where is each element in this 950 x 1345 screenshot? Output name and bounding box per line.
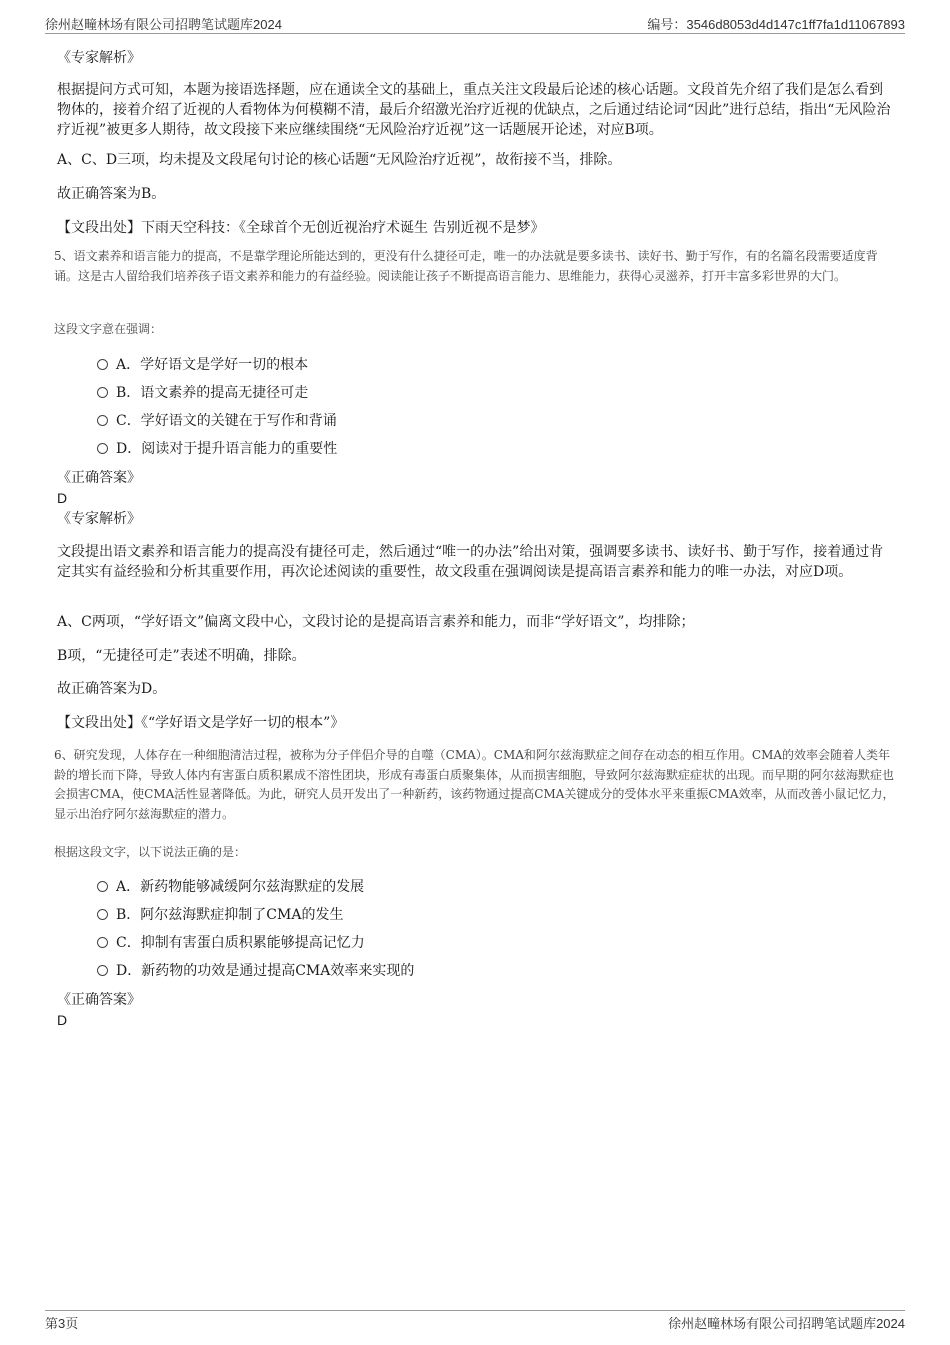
radio-icon[interactable] [97,443,108,454]
q6-option-d[interactable]: D．新药物的功效是通过提高CMA效率来实现的 [97,961,414,981]
footer-title: 徐州赵疃林场有限公司招聘笔试题库2024 [668,1316,905,1331]
page-number: 第3页 [45,1316,79,1331]
conclusion-text: 故正确答案为B。 [57,186,166,202]
q5-option-d[interactable]: D．阅读对于提升语言能力的重要性 [97,439,337,459]
header-rule [45,33,905,34]
question-6-stem: 6、研究发现，人体存在一种细胞清洁过程，被称为分子伴侣介导的自噬（CMA）。CMA和阿尔兹海默症之间存在动态的相互作用。CMA的效率会随着人类年龄的增长而下降，导致人体内有害蛋白质积累成不溶性团块，形成有毒蛋白质聚集体，从而损害细胞，导致阿尔兹海默症症状的出现。而早期的阿尔兹海默症也会损害CMA，使CMA活性显著降低。为此，研究人员开发出了一种新药，该药物通过提高CMA关键成分的受体水平来重振CMA效率，从而改善小鼠记忆力，显示出治疗阿尔兹海默症的潜力。 [54,748,895,821]
radio-icon[interactable] [97,415,108,426]
q5-option-c[interactable]: C．学好语文的关键在于写作和背诵 [97,411,337,431]
question-5-prompt: 这段文字意在强调： [54,322,163,336]
radio-icon[interactable] [97,937,108,948]
q6-option-a[interactable]: A．新药物能够减缓阿尔兹海默症的发展 [97,877,364,897]
q6-answer-label: 《正确答案》 [57,992,141,1008]
page-footer [45,1313,905,1333]
radio-icon[interactable] [97,909,108,920]
header-serial: 编号：3546d8053d4d147c1ff7fa1d11067893 [647,17,905,32]
radio-icon[interactable] [97,359,108,370]
q6-option-b[interactable]: B．阿尔兹海默症抑制了CMA的发生 [97,905,343,925]
q6-answer: D [57,1012,68,1028]
q5-conclusion: 故正确答案为D。 [57,681,167,697]
q5-source: 【文段出处】《“学好语文是学好一切的根本”》 [57,715,345,731]
q5-option-b[interactable]: B．语文素养的提高无捷径可走 [97,383,308,403]
analysis-label: 《专家解析》 [57,50,141,66]
q5-answer: D [57,490,68,506]
q5-answer-label: 《正确答案》 [57,470,141,486]
radio-icon[interactable] [97,965,108,976]
radio-icon[interactable] [97,881,108,892]
question-5-stem: 5、语文素养和语言能力的提高，不是靠学理论所能达到的，更没有什么捷径可走，唯一的办法就是要多读书、读好书、勤于写作，有的名篇名段需要适度背诵。这是古人留给我们培养孩子语文素养和能力的有益经验。阅读能让孩子不断提高语言能力、思维能力，获得心灵滋养，打开丰富多彩世界的大门。 [54,249,878,283]
exclusion-text: A、C、D三项，均未提及文段尾句讨论的核心话题“无风险治疗近视”，故衔接不当，排除。 [57,152,622,168]
question-6-prompt: 根据这段文字，以下说法正确的是： [54,845,247,859]
q5-option-a[interactable]: A．学好语文是学好一切的根本 [97,355,308,375]
page-header [45,14,905,34]
q5-exclusion-1: A、C两项，“学好语文”偏离文段中心，文段讨论的是提高语言素养和能力，而非“学好语文”，均排除； [57,614,695,630]
q5-analysis-paragraph: 文段提出语文素养和语言能力的提高没有捷径可走，然后通过“唯一的办法”给出对策，强调要多读书、读好书、勤于写作，接着通过肯定其实有益经验和分析其重要作用，再次论述阅读的重要性，故文段重在强调阅读是提高语言素养和能力的唯一办法，对应D项。 [57,544,884,580]
header-title: 徐州赵疃林场有限公司招聘笔试题库2024 [45,17,282,32]
q5-exclusion-2: B项，“无捷径可走”表述不明确，排除。 [57,648,306,664]
source-text: 【文段出处】下雨天空科技：《全球首个无创近视治疗术诞生 告别近视不是梦》 [57,220,545,236]
q5-analysis-label: 《专家解析》 [57,511,141,527]
analysis-paragraph: 根据提问方式可知，本题为接语选择题，应在通读全文的基础上，重点关注文段最后论述的核心话题。文段首先介绍了我们是怎么看到物体的，接着介绍了近视的人看物体为何模糊不清，最后介绍激光治疗近视的优缺点，之后通过结论词“因此”进行总结，指出“无风险治疗近视”被更多人期待，故文段接下来应继续围绕“无风险治疗近视”这一话题展开论述，对应B项。 [57,82,891,138]
footer-rule [45,1310,905,1311]
q6-option-c[interactable]: C．抑制有害蛋白质积累能够提高记忆力 [97,933,365,953]
radio-icon[interactable] [97,387,108,398]
